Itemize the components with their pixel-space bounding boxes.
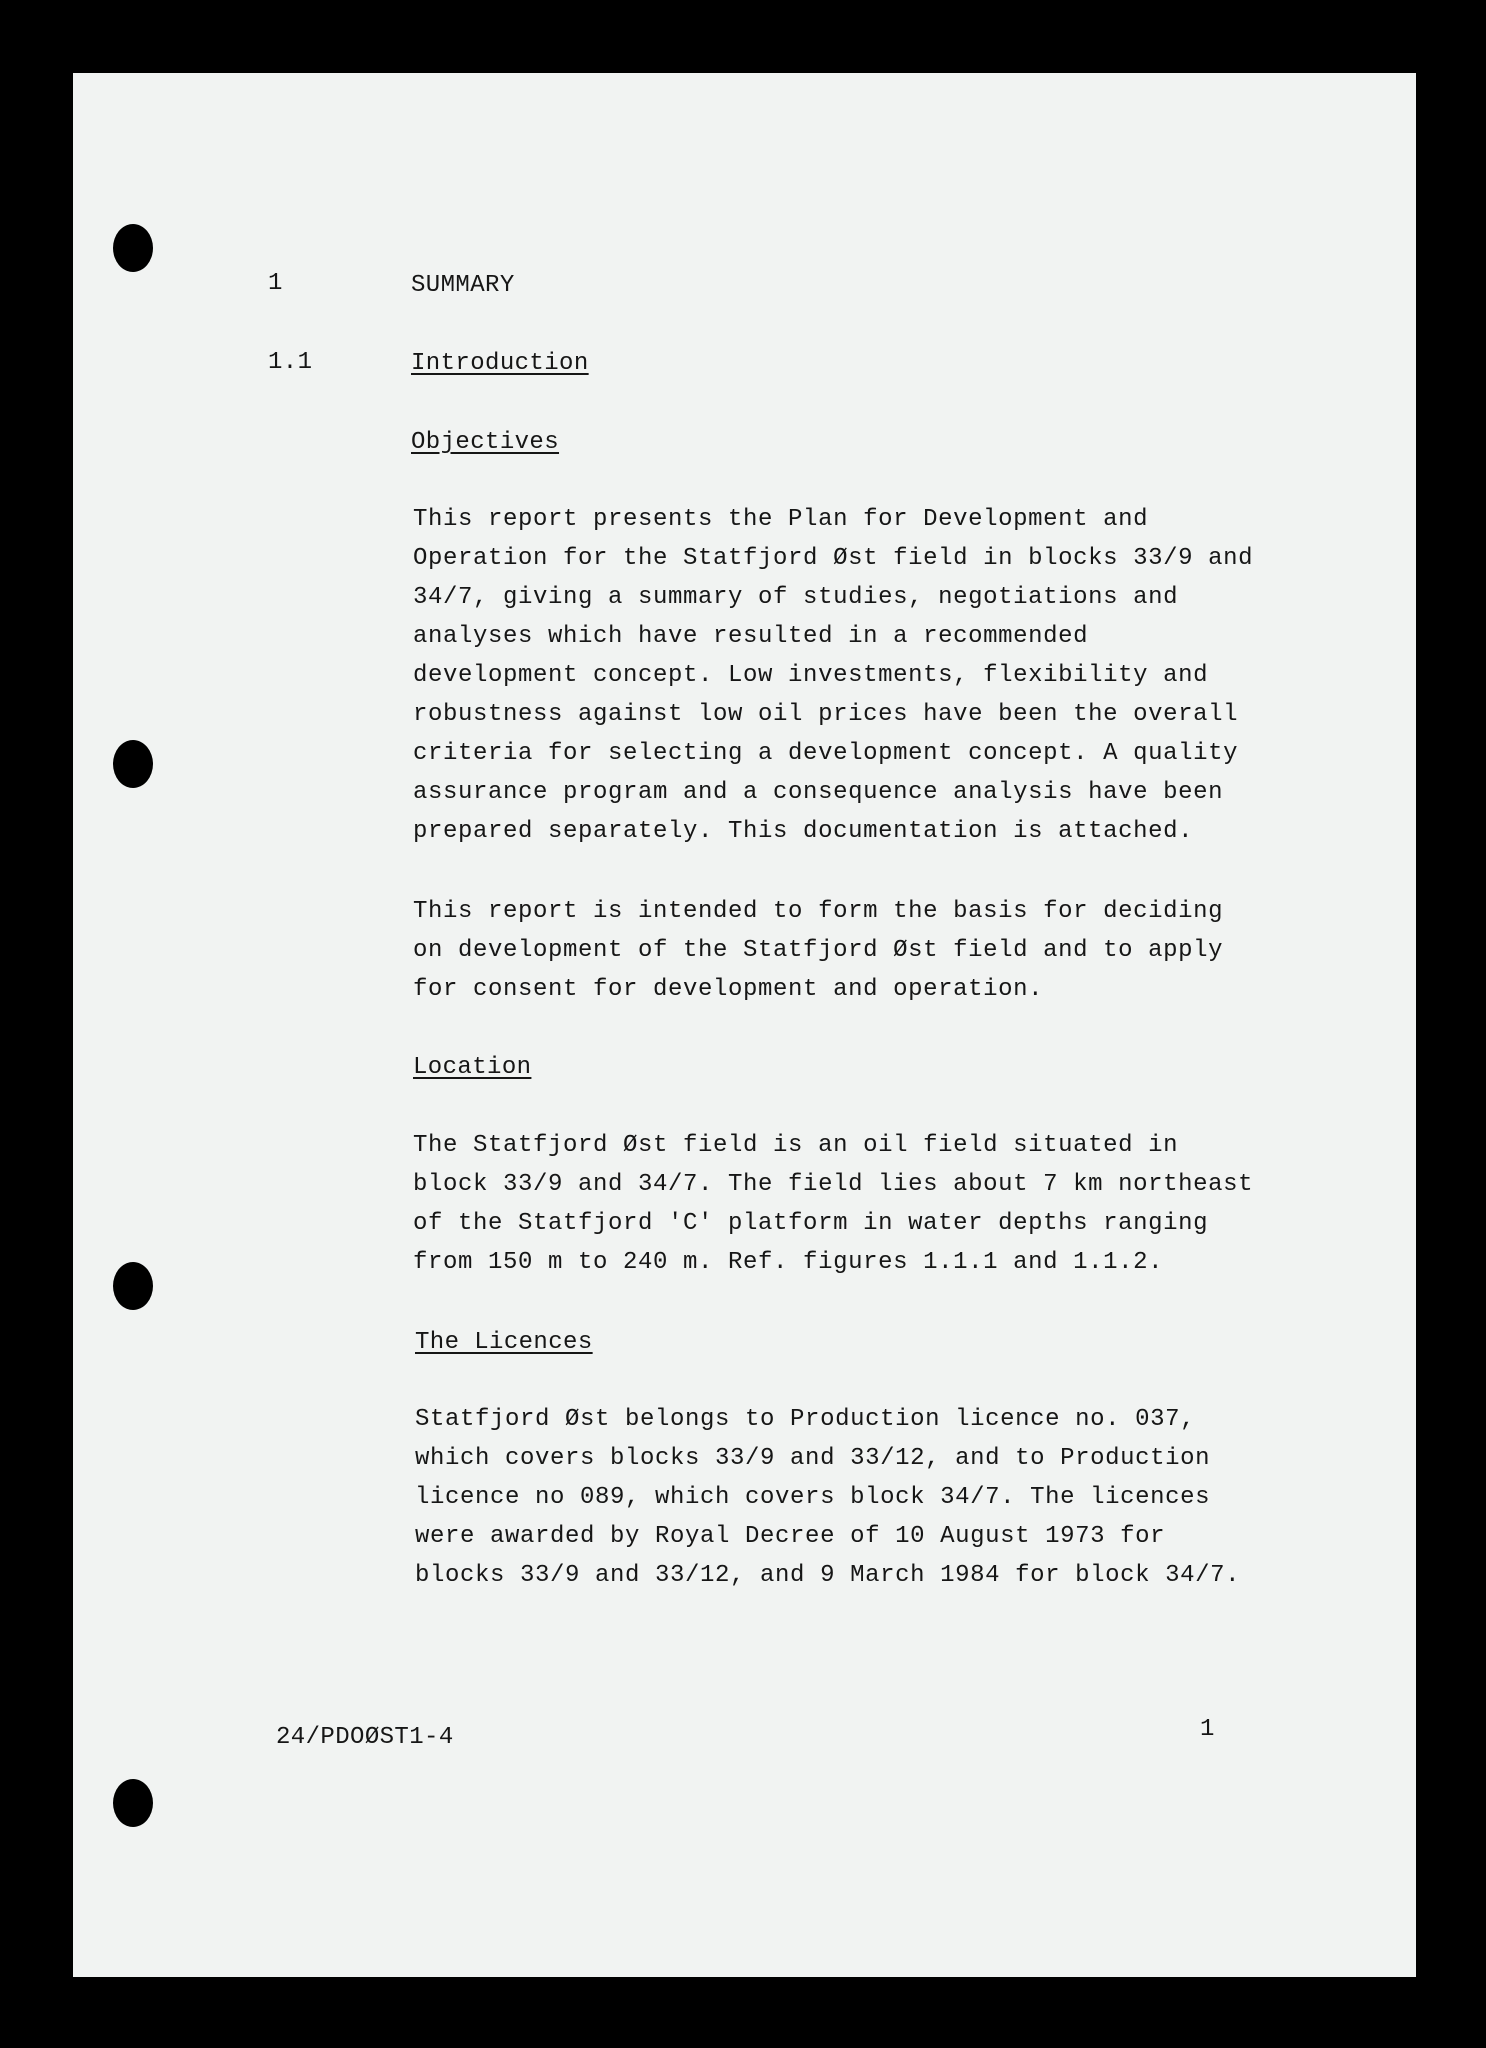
text-line: This report is intended to form the basis for deciding <box>413 898 1224 925</box>
section-number: 1 <box>268 270 283 297</box>
punch-hole <box>113 1779 153 1827</box>
section-title: SUMMARY <box>411 272 515 299</box>
objectives-paragraph-1 <box>413 500 1313 851</box>
text-line: were awarded by Royal Decree of 10 August 1973 for <box>415 1523 1166 1550</box>
licences-heading: The Licences <box>415 1329 593 1356</box>
text-line: of the Statfjord 'C' platform in water depths ranging <box>413 1210 1209 1237</box>
text-line: analyses which have resulted in a recommended <box>413 623 1089 650</box>
punch-hole <box>113 224 153 272</box>
document-reference: 24/PDOØST1-4 <box>276 1724 454 1751</box>
licences-paragraph <box>415 1400 1315 1595</box>
location-heading: Location <box>413 1054 532 1081</box>
subsection-title: Introduction <box>411 350 589 377</box>
text-line: blocks 33/9 and 33/12, and 9 March 1984 for block 34/7. <box>415 1562 1241 1589</box>
page-number: 1 <box>1200 1716 1215 1743</box>
text-line: block 33/9 and 34/7. The field lies about 7 km northeast <box>413 1171 1254 1198</box>
punch-hole <box>113 740 153 788</box>
text-line: which covers blocks 33/9 and 33/12, and to Production <box>415 1445 1211 1472</box>
subsection-number: 1.1 <box>268 349 313 376</box>
text-line: on development of the Statfjord Øst field and to apply <box>413 937 1224 964</box>
objectives-heading: Objectives <box>411 429 560 456</box>
text-line: Statfjord Øst belongs to Production licence no. 037, <box>415 1406 1196 1433</box>
text-line: robustness against low oil prices have been the overall <box>413 701 1239 728</box>
punch-hole <box>113 1262 153 1310</box>
objectives-paragraph-2 <box>413 892 1313 1009</box>
text-line: assurance program and a consequence analysis have been <box>413 779 1224 806</box>
text-line: for consent for development and operation. <box>413 976 1044 1003</box>
text-line: The Statfjord Øst field is an oil field situated in <box>413 1132 1179 1159</box>
text-line: from 150 m to 240 m. Ref. figures 1.1.1 and 1.1.2. <box>413 1249 1164 1276</box>
text-line: criteria for selecting a development concept. A quality <box>413 740 1239 767</box>
text-line: This report presents the Plan for Development and <box>413 506 1149 533</box>
location-paragraph <box>413 1126 1313 1282</box>
text-line: Operation for the Statfjord Øst field in blocks 33/9 and <box>413 545 1254 572</box>
text-line: licence no 089, which covers block 34/7. The licences <box>415 1484 1211 1511</box>
text-line: development concept. Low investments, flexibility and <box>413 662 1209 689</box>
text-line: prepared separately. This documentation is attached. <box>413 818 1194 845</box>
text-line: 34/7, giving a summary of studies, negotiations and <box>413 584 1179 611</box>
